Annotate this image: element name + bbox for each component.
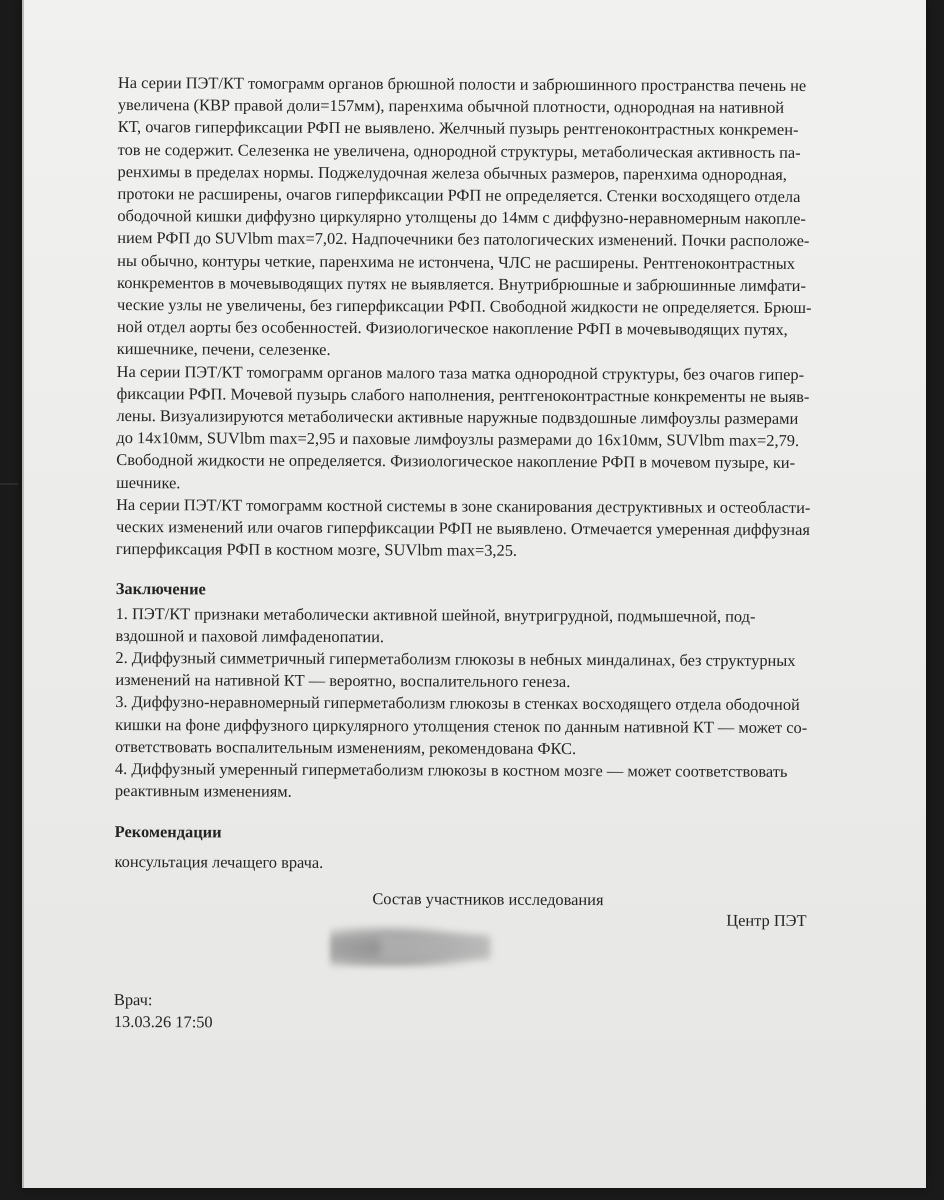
doctor-block [114,989,884,1037]
participants-label: Состав участников исследования [372,889,604,910]
abdomen-findings: На серии ПЭТ/КТ томограмм органов брюшной полости и забрюшинного пространства печень не увеличена (КВР правой доли=157мм), паренхима обычной плотности, однородная на нативной КТ, очагов гиперфиксации РФП не выявлено. Желчный пузырь рентгеноконтрастных конкремен- тов не содержит. Селезенка не увеличена, однородной структуры, метаболическая активность па- ренхимы в пределах нормы. Поджелудочная железа обычных размеров, паренхима однородная, протоки не расширены, очагов гиперфиксации РФП не определяется. Стенки восходящего отдела ободочной кишки диффузно циркулярно утолщены до 14мм с диффузно-неравномерным накопле- нием РФП до SUVlbm max=7,02. Надпочечники без патологических изменений. Почки расположе- ны обычно, контуры четкие, паренхима не истончена, ЧЛС не расширены. Рентгеноконтрастных конкрементов в мочевыводящих путях не выявляется. Внутрибрюшные и забрюшинные лимфати- ческие узлы не увеличены, без гиперфиксации РФП. Свободной жидкости не определяется. Брюш- ной отдел аорты без особенностей. Физиологическое накопление РФП в мочевыводящих путях, кишечнике, печени, селезенке. [116,72,812,360]
conclusion-item-1: 1. ПЭТ/КТ признаки метаболически активной шейной, внутригрудной, подмышечной, под- вздошной и паховой лимфаденопатии. [115,603,756,647]
bone-findings: На серии ПЭТ/КТ томограмм костной системы в зоне сканирования деструктивных и остеобласти- ческих изменений или очагов гиперфиксации РФП не выявлено. Отмечается умеренная диффузная гиперфиксация РФП в костном мозге, SUVlbm max=3,25. [115,494,811,561]
pelvis-findings: На серии ПЭТ/КТ томограмм органов малого таза матка однородной структуры, без очагов гипер- фиксации РФП. Мочевой пузырь слабого наполнения, рентгеноконтрастные конкременты не выяв- лены. Визуализируются метаболически активные наружные подвздошные лимфоузлы размерами до 14х10мм, SUVlbm max=2,95 и паховые лимфоузлы размерами до 16х10мм, SUVlbm max=2,79. Свободной жидкости не определяется. Физиологическое накопление РФП в мочевом пузыре, ки- шечнике. [116,361,810,492]
page-edge [22,0,24,1188]
report-datetime: 13.03.26 17:50 [113,1012,213,1032]
recommendations-text: консультация лечащего врача. [114,851,324,872]
conclusion-item-3: 3. Диффузно-неравномерный гиперметаболизм глюкозы в стенках восходящего отдела ободочной кишки на фоне диффузного циркулярного утолщения стенок по данным нативной КТ — может со- ответствовать воспалительным изменениям, рекомендована ФКС. [115,692,808,758]
margin-mark [0,483,18,485]
participants-row [114,887,884,938]
report-content [114,72,888,1037]
redacted-name [380,935,490,959]
recommendations-heading: Рекомендации [114,821,222,841]
conclusion-item-4: 4. Диффузный умеренный гиперметаболизм глюкозы в костном мозге — может соответствовать реактивным изменениям. [114,759,788,802]
conclusion-heading: Заключение [115,579,206,599]
doctor-label: Врач: [113,989,153,1010]
center-name: Центр ПЭТ [726,910,807,930]
conclusion-item-2: 2. Диффузный симметричный гиперметаболизм глюкозы в небных миндалинах, без структурных изменений на нативной КТ — вероятно, воспалительного генеза. [115,648,796,692]
